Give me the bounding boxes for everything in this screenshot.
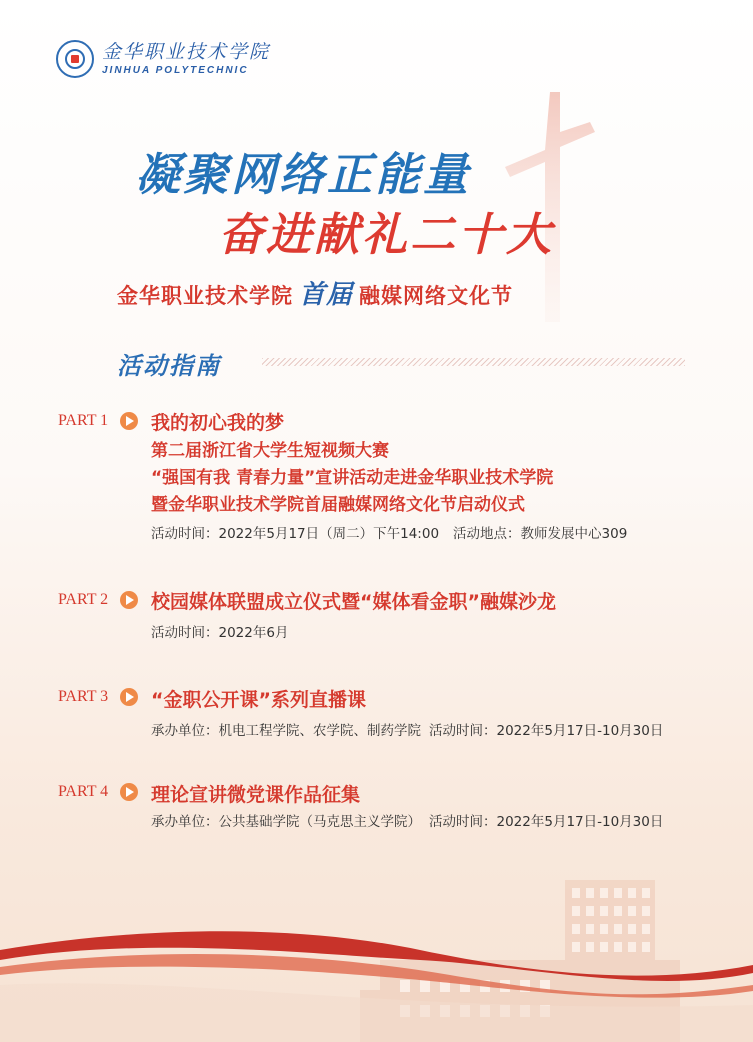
school-logo bbox=[56, 40, 270, 78]
part-1-line-1: 第二届浙江省大学生短视频大赛 bbox=[151, 441, 389, 461]
part-4-info bbox=[151, 810, 663, 830]
part-3-info bbox=[151, 719, 663, 739]
school-name-cn: 金华职业技术学院 bbox=[102, 40, 271, 63]
part-2-time: 活动时间：2022年6月 bbox=[151, 625, 289, 641]
headline-line-1: 凝聚网络正能量 bbox=[135, 148, 472, 201]
part-1-line-3: 暨金华职业技术学院首届融媒网络文化节启动仪式 bbox=[151, 495, 525, 515]
school-seal-icon bbox=[56, 40, 94, 78]
part-1-line-2: “强国有我 青春力量”宣讲活动走进金华职业技术学院 bbox=[151, 468, 554, 488]
school-name-en: JINHUA POLYTECHNIC bbox=[102, 64, 249, 76]
part-1-time: 活动时间：2022年5月17日（周二）下午14:00 bbox=[151, 526, 440, 542]
part-3-label: PART 3 bbox=[58, 688, 109, 705]
part-1-label: PART 1 bbox=[58, 412, 109, 429]
part-3-organizer: 承办单位：机电工程学院、农学院、制药学院 bbox=[151, 723, 421, 739]
play-bullet-icon bbox=[120, 412, 138, 430]
part-4-organizer: 承办单位：公共基础学院（马克思主义学院） bbox=[151, 814, 421, 830]
subtitle-festival: 融媒网络文化节 bbox=[359, 284, 514, 308]
play-bullet-icon bbox=[120, 688, 138, 706]
part-3-time: 活动时间：2022年5月17日-10月30日 bbox=[429, 723, 664, 739]
activity-guide-title: 活动指南 bbox=[117, 352, 221, 380]
part-4-time: 活动时间：2022年5月17日-10月30日 bbox=[429, 814, 664, 830]
play-bullet-icon bbox=[120, 783, 138, 801]
part-2-info bbox=[151, 621, 288, 641]
part-1-location: 活动地点：教师发展中心309 bbox=[453, 526, 628, 542]
part-4-label: PART 4 bbox=[58, 783, 109, 800]
part-4-heading: 理论宣讲微党课作品征集 bbox=[151, 784, 361, 806]
headline-line-2: 奋进献礼二十大 bbox=[218, 208, 555, 261]
part-2-label: PART 2 bbox=[58, 591, 109, 608]
part-2-heading: 校园媒体联盟成立仪式暨“媒体看金职”融媒沙龙 bbox=[151, 591, 556, 613]
part-1-info bbox=[151, 522, 627, 542]
subtitle-school: 金华职业技术学院 bbox=[117, 284, 293, 308]
subtitle-first-edition: 首届 bbox=[299, 280, 354, 310]
section-divider bbox=[262, 358, 685, 366]
part-3-heading: “金职公开课”系列直播课 bbox=[151, 689, 366, 711]
festival-subtitle bbox=[117, 274, 513, 311]
part-1-heading: 我的初心我的梦 bbox=[151, 412, 285, 434]
play-bullet-icon bbox=[120, 591, 138, 609]
ribbon-wave-decoration bbox=[0, 905, 753, 1042]
